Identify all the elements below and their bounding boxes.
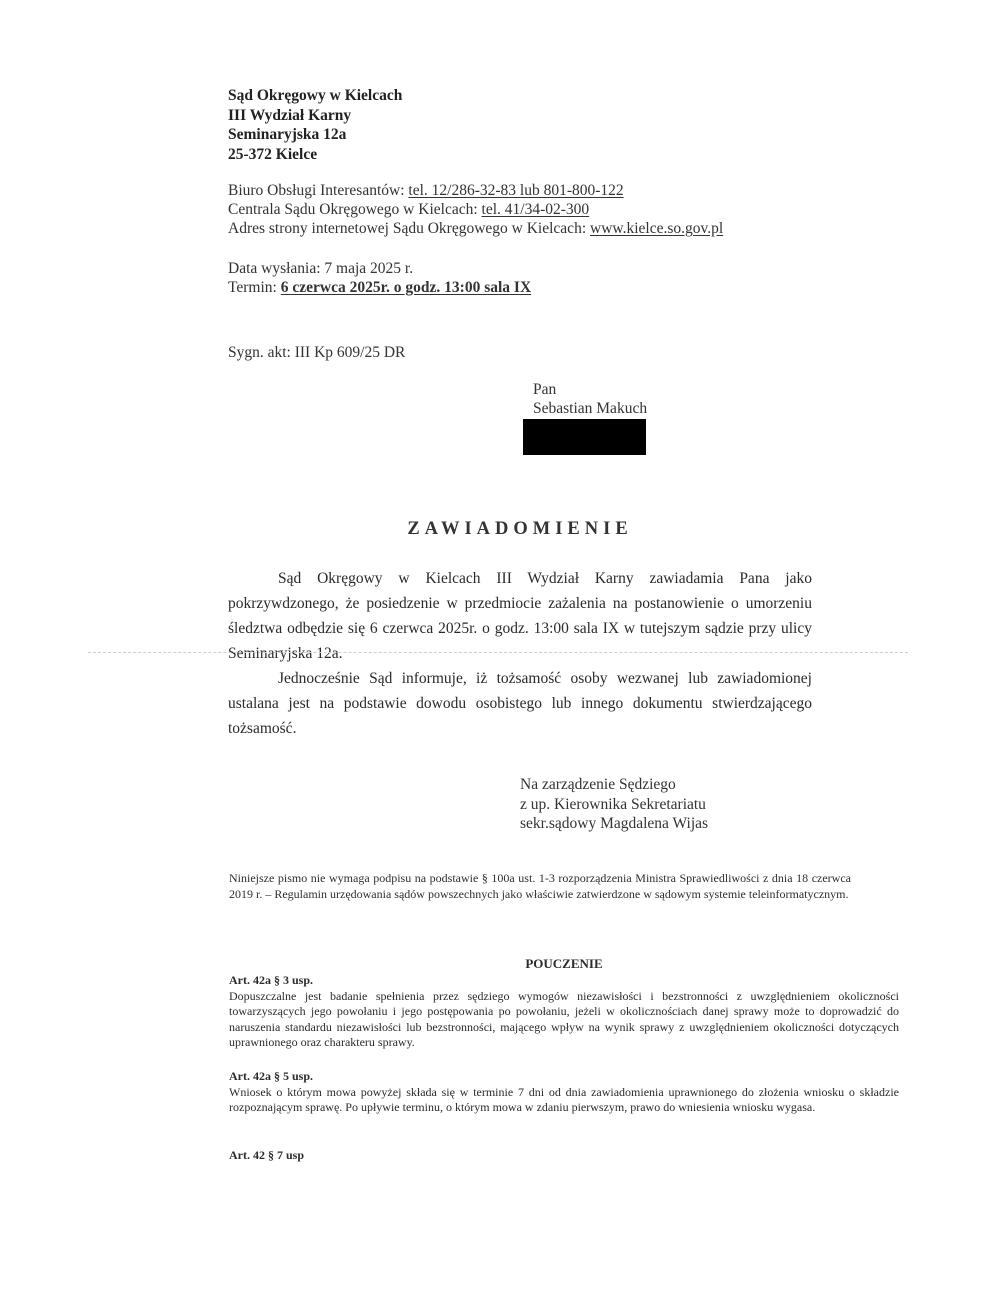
office-label: Biuro Obsługi Interesantów: (228, 182, 409, 199)
term (228, 278, 531, 297)
addressee (533, 380, 647, 418)
article-heading: Art. 42a § 5 usp. (229, 1069, 314, 1083)
signature-block (520, 775, 708, 834)
scan-artifact-line (88, 652, 908, 653)
disclaimer: Niniejsze pismo nie wymaga podpisu na podstawie § 100a ust. 1-3 rozporządzenia Ministra Sprawiedliwości z dnia 18 czerwca 2019 r. – Regulamin urzędowania sądów powszechnych jako właściwie zatwierdzone w sądowym systemie teleinformatycznym. (229, 871, 851, 901)
court-postcode: 25-372 Kielce (228, 145, 318, 163)
court-name: Sąd Okręgowy w Kielcach (228, 87, 403, 104)
term-label: Termin: (228, 279, 281, 296)
central-label: Centrala Sądu Okręgowego w Kielcach: (228, 201, 482, 218)
document-body (228, 566, 812, 741)
article-heading: Art. 42a § 3 usp. (229, 973, 314, 987)
body-paragraph-1: Sąd Okręgowy w Kielcach III Wydział Karny zawiadamia Pana jako pokrzywdzonego, że posiedzenie w przedmiocie zażalenia na postanowienie o umorzeniu śledztwa odbędzie się 6 czerwca 2025r. o godz. 13:00 sala IX w tutejszym sądzie przy ulicy Seminaryjska 12a. (228, 570, 812, 662)
article-text: Wniosek o którym mowa powyżej składa się w terminie 7 dni od dnia zawiadomienia uprawnionego do złożenia wniosku o składzie rozpoznającym sprawę. Po upływie terminu, o którym mowa w zdaniu pierwszym, prawo do wniesienia wniosku wygasa. (229, 1084, 899, 1114)
sent-date: Data wysłania: 7 maja 2025 r. (228, 260, 414, 277)
pouczenie-title: POUCZENIE (525, 956, 603, 971)
redacted-address (523, 419, 646, 455)
article-heading: Art. 42 § 7 usp (229, 1148, 305, 1162)
central-phone-link[interactable]: tel. 41/34-02-300 (481, 201, 590, 218)
term-value: 6 czerwca 2025r. o godz. 13:00 sala IX (280, 279, 532, 296)
article-1 (229, 973, 899, 1051)
office-phone-link[interactable]: tel. 12/286-32-83 lub 801-800-122 (408, 182, 624, 199)
web-contact (228, 219, 723, 238)
article-3 (229, 1148, 899, 1164)
signature-line-2: z up. Kierownika Sekretariatu (520, 795, 706, 813)
article-2 (229, 1069, 899, 1116)
court-division: III Wydział Karny (228, 106, 352, 124)
body-paragraph-2: Jednocześnie Sąd informuje, iż tożsamość osoby wezwanej lub zawiadomionej ustalana jest na podstawie dowodu osobistego lub innego dokumentu stwierdzającego tożsamość. (228, 670, 812, 737)
addressee-name: Sebastian Makuch (533, 400, 648, 417)
web-url-link[interactable]: www.kielce.so.gov.pl (590, 220, 724, 237)
date-block (228, 259, 531, 297)
signature-line-1: Na zarządzenie Sędziego (520, 776, 676, 793)
court-street: Seminaryjska 12a (228, 126, 347, 143)
contact-block (228, 181, 723, 238)
article-text: Dopuszczalne jest badanie spełnienia przez sędziego wymogów niezawisłości i bezstronności z uwzględnieniem okoliczności towarzyszących jego powołaniu i jego postępowania po powołaniu, jeżeli w okolicznościach danej sprawy może to doprowadzić do naruszenia standardu niezawisłości lub bezstronności, mającego wpływ na wynik sprawy z uwzględnieniem okoliczności dotyczących uprawnionego oraz charakteru sprawy. (229, 988, 899, 1049)
court-header (228, 86, 402, 164)
office-contact (228, 181, 723, 200)
case-number: Sygn. akt: III Kp 609/25 DR (228, 344, 406, 361)
central-contact (228, 200, 723, 219)
signature-line-3: sekr.sądowy Magdalena Wijas (520, 815, 709, 832)
web-label: Adres strony internetowej Sądu Okręgowego w Kielcach: (228, 220, 590, 237)
document-title: ZAWIADOMIENIE (407, 519, 633, 539)
addressee-salutation: Pan (533, 381, 557, 398)
